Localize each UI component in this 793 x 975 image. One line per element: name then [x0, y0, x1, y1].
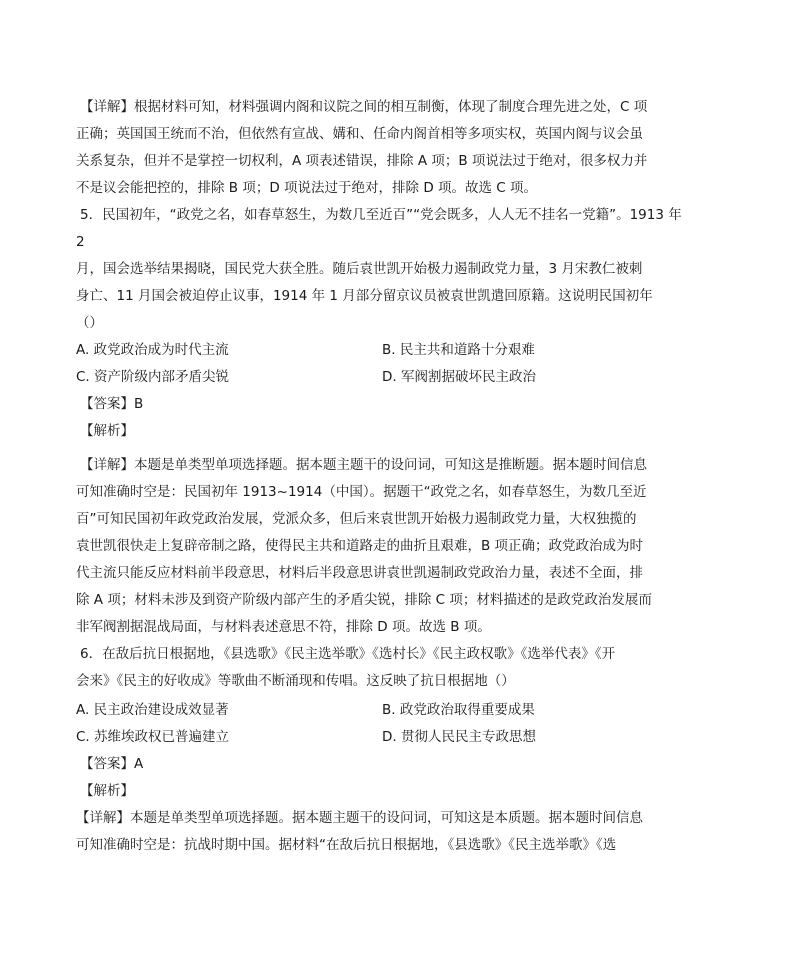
- q6-option-c: C. 苏维埃政权已普遍建立: [76, 729, 230, 745]
- q5-stem-line-5: （）: [76, 315, 103, 331]
- q6-analysis-heading: 【解析】: [80, 783, 134, 799]
- q5-stem-line-3: 月，国会选举结果揭晓，国民党大获全胜。随后袁世凯开始极力遏制政党力量，3 月宋教仁被刺: [76, 261, 643, 277]
- q5-detail-line-4: 袁世凯很快走上复辟帝制之路，使得民主共和道路走的曲折且艰难，B 项正确；政党政治成为时: [76, 538, 644, 554]
- q6-option-d: D. 贯彻人民民主专政思想: [382, 729, 536, 745]
- q6-detail-line-1: 【详解】本题是单类型单项选择题。据本题主题干的设问词，可知这是本质题。据本题时间信息: [76, 810, 643, 826]
- q6-answer: 【答案】A: [80, 756, 144, 772]
- q5-option-d: D. 军阀割据破坏民主政治: [382, 369, 536, 385]
- q5-answer: 【答案】B: [80, 396, 144, 412]
- q5-detail-line-1: 【详解】本题是单类型单项选择题。据本题主题干的设问词，可知这是推断题。据本题时间信息: [80, 457, 647, 473]
- q6-detail-line-2: 可知准确时空是：抗战时期中国。据材料“在敌后抗日根据地，《县选歌》《民主选举歌》《选: [76, 837, 617, 853]
- q5-detail-line-5: 代主流只能反应材料前半段意思，材料后半段意思讲袁世凯遏制政党政治力量，表述不全面，排: [76, 565, 643, 581]
- q6-option-a: A. 民主政治建设成效显著: [76, 702, 229, 718]
- q5-detail-line-6: 除 A 项；材料未涉及到资产阶级内部产生的矛盾尖锐，排除 C 项；材料描述的是政党政治发展而: [76, 592, 652, 608]
- q5-stem-line-1: 5．民国初年，“政党之名，如春草怒生，为数几至近百”“党会既多，人人无不挂名一党籍”。1913 年: [80, 207, 682, 223]
- q5-option-c: C. 资产阶级内部矛盾尖锐: [76, 369, 230, 385]
- q6-stem-line-2: 会来》《民主的好收成》等歌曲不断涌现和传唱。这反映了抗日根据地（）: [76, 673, 515, 689]
- q5-detail-line-3: 百”可知民国初年政党政治发展，党派众多，但后来袁世凯开始极力遏制政党力量，大权独揽的: [76, 511, 637, 527]
- q5-option-b: B. 民主共和道路十分艰难: [382, 342, 535, 358]
- q5-option-a: A. 政党政治成为时代主流: [76, 342, 229, 358]
- q4-detail-line-1: 【详解】根据材料可知，材料强调内阁和议院之间的相互制衡，体现了制度合理先进之处，C 项: [80, 99, 648, 115]
- q5-detail-line-7: 非军阀割据混战局面，与材料表述意思不符，排除 D 项。故选 B 项。: [76, 619, 491, 635]
- q5-analysis-heading: 【解析】: [80, 423, 134, 439]
- q4-detail-line-3: 关系复杂，但并不是掌控一切权利，A 项表述错误，排除 A 项；B 项说法过于绝对，很多权力并: [76, 153, 648, 169]
- q4-detail-line-2: 正确；英国国王统而不治，但依然有宣战、媾和、任命内阁首相等多项实权，英国内阁与议会虽: [76, 126, 643, 142]
- q6-option-b: B. 政党政治取得重要成果: [382, 702, 535, 718]
- q4-detail-line-4: 不是议会能把控的，排除 B 项；D 项说法过于绝对，排除 D 项。故选 C 项。: [76, 180, 538, 196]
- q5-stem-line-4: 身亡、11 月国会被迫停止议事，1914 年 1 月部分留京议员被袁世凯遣回原籍。这说明民国初年: [76, 288, 653, 304]
- q5-stem-line-2: 2: [76, 234, 85, 250]
- q5-detail-line-2: 可知准确时空是：民国初年 1913~1914（中国）。据题干“政党之名，如春草怒生，为数几至近: [76, 484, 647, 500]
- q6-stem-line-1: 6．在敌后抗日根据地，《县选歌》《民主选举歌》《选村长》《民主政权歌》《选举代表》《开: [80, 646, 616, 662]
